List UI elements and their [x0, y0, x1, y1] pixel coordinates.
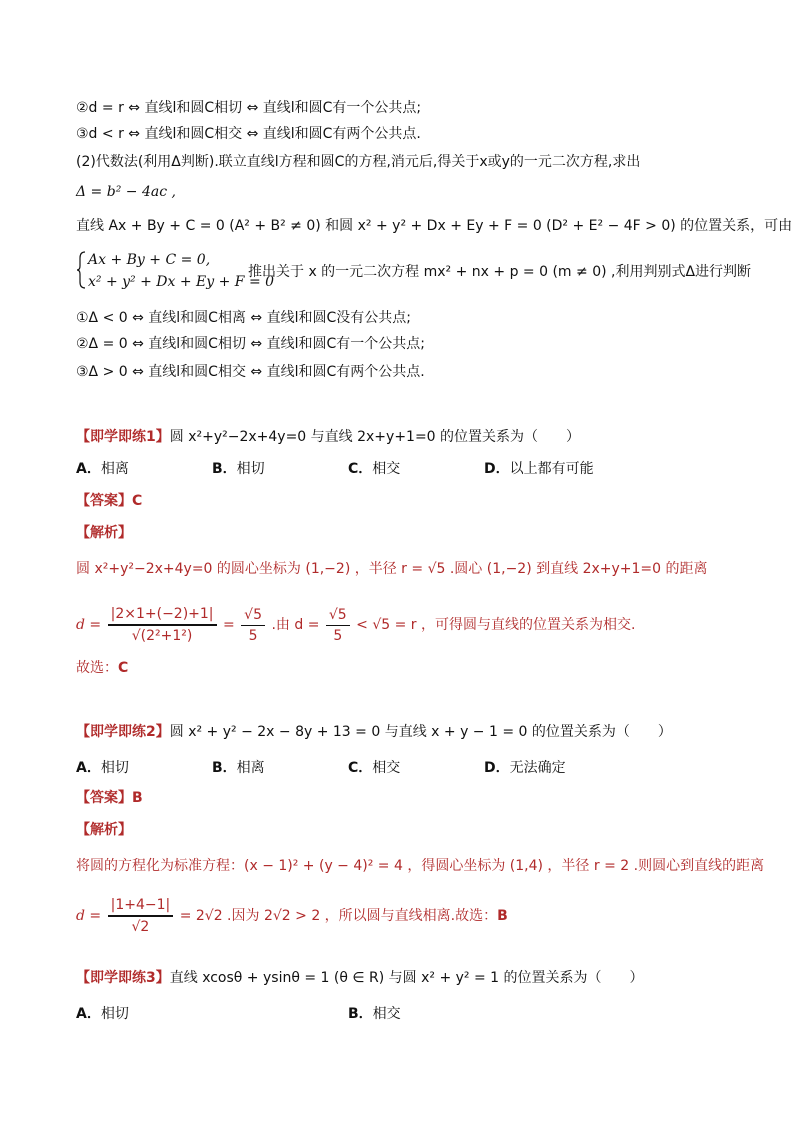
exercise-1-answer: 【答案】C [76, 493, 143, 509]
condition-intersect-distance: ③d < r ⇔ 直线l和圆C相交 ⇔ 直线l和圆C有两个公共点. [76, 126, 421, 142]
exercise-2-answer: 【答案】B [76, 790, 143, 806]
system-conclusion: 推出关于 x 的一元二次方程 mx² + nx + p = 0 (m ≠ 0) ,利用判别式Δ进行判断 [248, 264, 752, 280]
exercise-1-text: 圆 x²+y²−2x+4y=0 与直线 2x+y+1=0 的位置关系为（ ） [169, 429, 581, 445]
system-equation-line: Ax + By + C = 0, [88, 252, 211, 268]
exercise-1-final: 故选：C [76, 660, 129, 676]
exercise-2-option-c[interactable]: C．相交 [348, 760, 401, 776]
exercise-1-analysis-tag: 【解析】 [76, 525, 132, 541]
distance-fraction: $\frac{|1+4-1|}{√2}$ [108, 895, 174, 937]
exercise-1-option-b[interactable]: B．相切 [212, 461, 265, 477]
exercise-1-option-d[interactable]: D．以上都有可能 [484, 461, 594, 477]
exercise-3-tag: 【即学即练3】 [76, 970, 170, 986]
exercise-2-option-a[interactable]: A．相切 [76, 760, 129, 776]
exercise-2-option-d[interactable]: D．无法确定 [484, 760, 566, 776]
exercise-2-solution-line2: d = $\frac{|1+4-1|}{√2}$ = 2√2 .因为 2√2 > 2 ，所以圆与直线相离.故选：B [76, 897, 508, 935]
case-separate: ①Δ < 0 ⇔ 直线l和圆C相离 ⇔ 直线l和圆C没有公共点; [76, 310, 411, 326]
exercise-2-solution-line1: 将圆的方程化为标准方程：(x − 1)² + (y − 4)² = 4 ，得圆心坐标为 (1,4) ，半径 r = 2 .则圆心到直线的距离 [76, 858, 765, 874]
case-intersect: ③Δ > 0 ⇔ 直线l和圆C相交 ⇔ 直线l和圆C有两个公共点. [76, 364, 425, 380]
exercise-1-option-c[interactable]: C．相交 [348, 461, 401, 477]
exercise-1-question [76, 427, 580, 447]
exercise-3-question [76, 968, 644, 988]
exercise-1-option-a[interactable]: A．相离 [76, 461, 129, 477]
exercise-1-solution-line1: 圆 x²+y²−2x+4y=0 的圆心坐标为 (1,−2) ，半径 r = √5 .圆心 (1,−2) 到直线 2x+y+1=0 的距离 [76, 561, 708, 577]
exercise-3-text: 直线 xcosθ + ysinθ = 1 (θ ∈ R) 与圆 x² + y² = 1 的位置关系为（ ） [169, 970, 644, 986]
system-equation-circle: x² + y² + Dx + Ey + F = 0 [88, 274, 275, 290]
case-tangent: ②Δ = 0 ⇔ 直线l和圆C相切 ⇔ 直线l和圆C有一个公共点; [76, 336, 425, 352]
discriminant-formula: Δ = b² − 4ac , [76, 184, 176, 200]
distance-fraction: $\frac{|2\times 1+(-2)+1|}{\text{√(2²+1²)}}$ [108, 604, 217, 646]
line-circle-general-form: 直线 Ax + By + C = 0 (A² + B² ≠ 0) 和圆 x² + y² + Dx + Ey + F = 0 (D² + E² − 4F > 0) 的位置关系，可由 [76, 218, 793, 234]
exercise-2-tag: 【即学即练2】 [76, 724, 170, 740]
exercise-3-option-b[interactable]: B．相交 [348, 1006, 401, 1022]
condition-tangent-distance: ②d = r ⇔ 直线l和圆C相切 ⇔ 直线l和圆C有一个公共点; [76, 100, 422, 116]
system-brace [76, 251, 86, 289]
exercise-2-analysis-tag: 【解析】 [76, 822, 132, 838]
exercise-3-option-a[interactable]: A．相切 [76, 1006, 129, 1022]
exercise-1-tag: 【即学即练1】 [76, 429, 170, 445]
exercise-2-question [76, 722, 672, 742]
exercise-2-text: 圆 x² + y² − 2x − 8y + 13 = 0 与直线 x + y − 1 = 0 的位置关系为（ ） [169, 724, 672, 740]
exercise-2-option-b[interactable]: B．相离 [212, 760, 265, 776]
exercise-1-solution-line2: d = $\frac{|2\times 1+(-2)+1|}{\text{√(2²+1²)}}$ = $\frac{√5}{5}$ .由 d = $\frac{√5}{5}$ < √5 = r ，可得圆与直线的位置关系为相交. [76, 606, 636, 644]
algebraic-method-intro: (2)代数法(利用Δ判断).联立直线l方程和圆C的方程,消元后,得关于x或y的一元二次方程,求出 [76, 154, 641, 170]
